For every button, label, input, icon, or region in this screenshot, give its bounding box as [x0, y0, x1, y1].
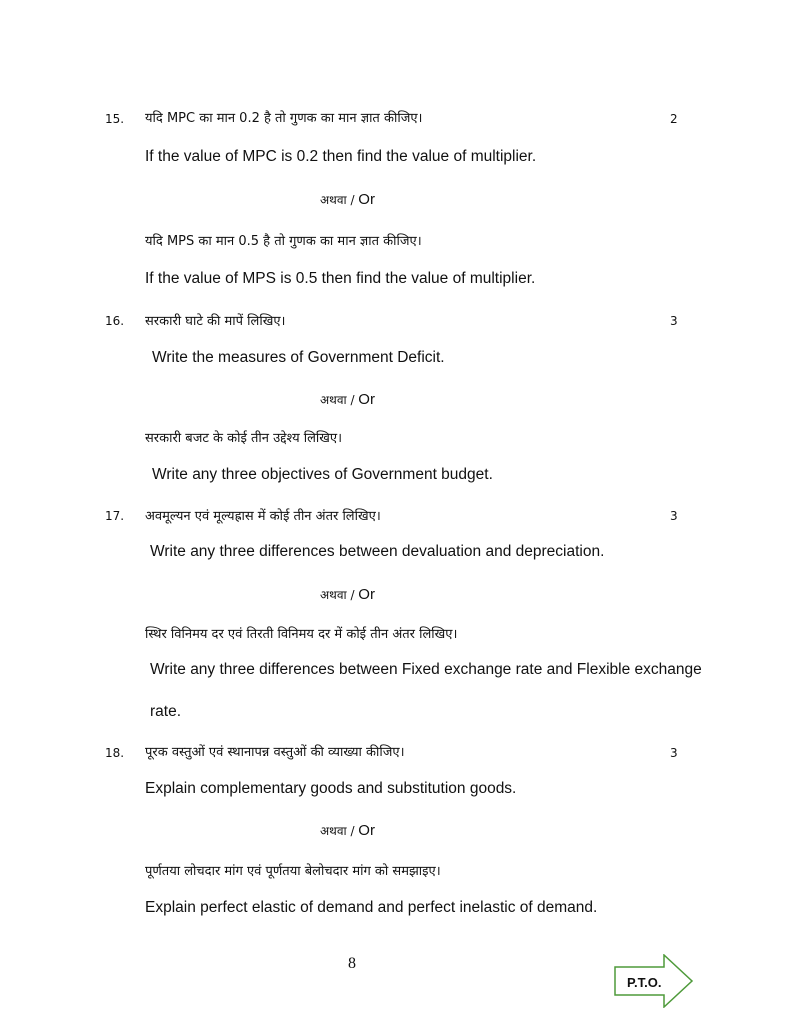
question-17-hindi: अवमूल्यन एवं मूल्यह्रास में कोई तीन अंतर लिखिए। [145, 509, 381, 524]
question-17-number: 17. [105, 509, 125, 523]
or-english: Or [358, 586, 375, 603]
question-18-marks: 3 [670, 746, 678, 760]
pto-label: P.T.O. [627, 975, 662, 990]
or-slash: / [346, 824, 359, 838]
question-17-alt-hindi: स्थिर विनिमय दर एवं तिरती विनिमय दर में कोई तीन अंतर लिखिए। [145, 627, 458, 642]
question-18-hindi: पूरक वस्तुओं एवं स्थानापन्न वस्तुओं की व्याख्या कीजिए। [145, 745, 405, 760]
question-17-alt-english: Write any three differences between Fixed exchange rate and Flexible exchange [150, 661, 702, 678]
question-15-marks: 2 [670, 112, 678, 126]
or-english: Or [358, 191, 375, 208]
or-slash: / [346, 193, 359, 207]
question-17-english: Write any three differences between devaluation and depreciation. [150, 543, 605, 560]
or-hindi: अथवा [320, 824, 347, 838]
or-hindi: अथवा [320, 588, 347, 602]
or-hindi: अथवा [320, 193, 347, 207]
question-17-alt-english-cont: rate. [150, 703, 182, 720]
page-number: 8 [348, 955, 356, 972]
question-16-number: 16. [105, 314, 125, 328]
question-18-english: Explain complementary goods and substitution goods. [145, 780, 517, 797]
or-separator [320, 189, 375, 208]
question-15-english: If the value of MPC is 0.2 then find the value of multiplier. [145, 148, 537, 165]
question-15-number: 15. [105, 112, 125, 126]
question-16-marks: 3 [670, 314, 678, 328]
question-15-alt-hindi: यदि MPS का मान 0.5 है तो गुणक का मान ज्ञात कीजिए। [145, 234, 422, 249]
question-15-alt-english: If the value of MPS is 0.5 then find the value of multiplier. [145, 270, 536, 287]
or-slash: / [346, 393, 359, 407]
question-18-alt-english: Explain perfect elastic of demand and perfect inelastic of demand. [145, 899, 598, 916]
or-english: Or [358, 822, 375, 839]
question-16-alt-hindi: सरकारी बजट के कोई तीन उद्देश्य लिखिए। [145, 431, 343, 446]
question-16-alt-english: Write any three objectives of Government budget. [152, 466, 493, 483]
or-english: Or [358, 391, 375, 408]
or-hindi: अथवा [320, 393, 347, 407]
question-15-hindi: यदि MPC का मान 0.2 है तो गुणक का मान ज्ञात कीजिए। [145, 111, 423, 126]
question-17-marks: 3 [670, 509, 678, 523]
question-18-number: 18. [105, 746, 125, 760]
or-separator [320, 584, 375, 603]
question-18-alt-hindi: पूर्णतया लोचदार मांग एवं पूर्णतया बेलोचदार मांग को समझाइए। [145, 864, 441, 879]
or-separator [320, 820, 375, 839]
question-16-hindi: सरकारी घाटे की मापें लिखिए। [145, 314, 286, 329]
question-16-english: Write the measures of Government Deficit. [152, 349, 445, 366]
or-separator [320, 389, 375, 408]
or-slash: / [346, 588, 359, 602]
